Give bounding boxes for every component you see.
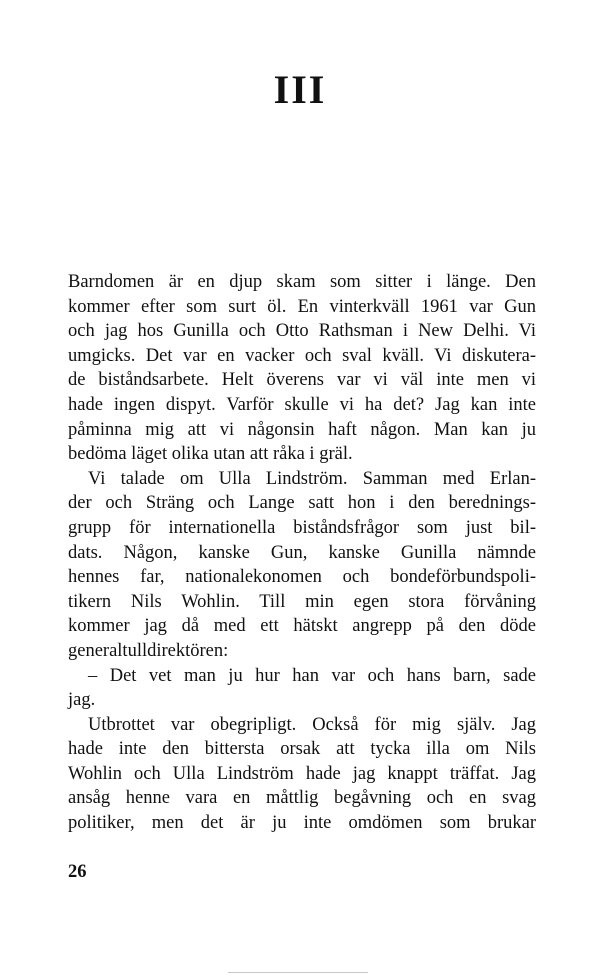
text-line: – Det vet man ju hur han var och hans barn, sade — [88, 665, 536, 686]
text-line: jag. — [68, 690, 96, 711]
text-line: Utbrottet var obegripligt. Också för mig själv. Jag — [88, 714, 536, 735]
body-text — [68, 270, 536, 836]
text-line: hennes far, nationalekonomen och bondeförbundspoli- — [68, 567, 536, 588]
text-line: politiker, men det är ju inte omdömen som brukar — [68, 813, 536, 834]
chapter-heading: III — [273, 67, 327, 112]
text-line: de biståndsarbete. Helt överens var vi väl inte men vi — [68, 370, 536, 391]
text-line: dats. Någon, kanske Gun, kanske Gunilla nämnde — [68, 542, 536, 563]
text-line: grupp för internationella biståndsfrågor som just bil- — [68, 517, 536, 538]
text-line: bedöma läget olika utan att råka i gräl. — [68, 444, 353, 465]
text-line: ansåg henne vara en måttlig begåvning och en svag — [68, 788, 536, 809]
text-line: Wohlin och Ulla Lindström hade jag knappt träffat. Jag — [68, 763, 536, 784]
text-line: der och Sträng och Lange satt hon i den berednings- — [68, 493, 536, 514]
text-line: Vi talade om Ulla Lindström. Samman med Erlan- — [88, 468, 536, 489]
text-line: kommer jag då med ett hätskt angrepp på den döde — [68, 616, 536, 637]
text-line: påminna mig att vi någonsin haft någon. Man kan ju — [68, 419, 536, 440]
text-line: kommer efter som surt öl. En vinterkväll 1961 var Gun — [68, 296, 536, 317]
text-line: tikern Nils Wohlin. Till min egen stora förvåning — [68, 591, 536, 612]
text-line: hade inte den bittersta orsak att tycka illa om Nils — [68, 739, 536, 760]
text-line: hade ingen dispyt. Varför skulle vi ha det? Jag kan inte — [68, 394, 536, 415]
text-line: Barndomen är en djup skam som sitter i länge. Den — [68, 272, 536, 292]
text-line: och jag hos Gunilla och Otto Rathsman i New Delhi. Vi — [68, 321, 536, 342]
text-line: umgicks. Det var en vacker och sval kväll. Vi diskutera- — [68, 345, 536, 366]
bottom-rule — [228, 972, 368, 973]
page-number: 26 — [68, 862, 87, 882]
text-line: generaltulldirektören: — [68, 640, 229, 661]
